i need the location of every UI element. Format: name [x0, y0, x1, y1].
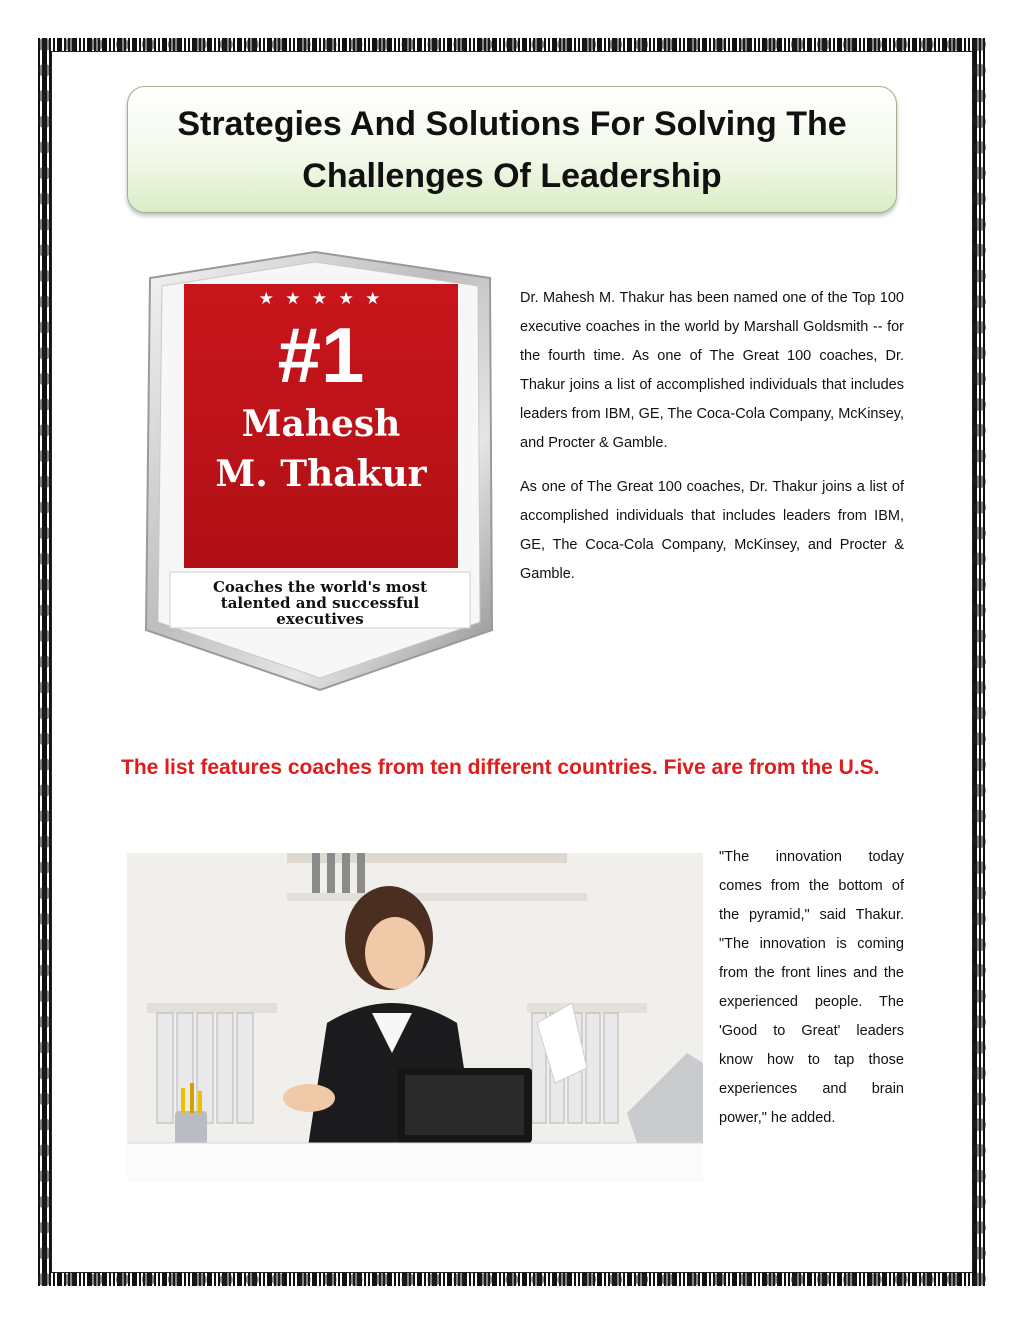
page-title: Strategies And Solutions For Solving The Challenges Of Leadership [177, 104, 847, 195]
intro-paragraph-1: Dr. Mahesh M. Thakur has been named one of the Top 100 executive coaches in the world by Marshall Goldsmith -- for the fourth time. As one of The Great 100 coaches, Dr. Thakur joins a list of accomplished individuals that includes leaders from IBM, GE, The Coca-Cola Company, McKinsey, and Procter & Gamble. [520, 290, 904, 451]
badge-name-line2: M. Thakur [215, 453, 427, 495]
title-box [127, 86, 897, 213]
callout-heading: The list features coaches from ten different countries. Five are from the U.S. [121, 756, 880, 779]
intro-paragraph-2: As one of The Great 100 coaches, Dr. Thakur joins a list of accomplished individuals that includes leaders from IBM, GE, The Coca-Cola Company, McKinsey, and Procter & Gamble. [520, 479, 904, 583]
quote-text [719, 843, 904, 1133]
badge-name-line1: Mahesh [241, 403, 401, 445]
badge-tagline-line3: executives [276, 610, 364, 628]
badge-stars: ★ ★ ★ ★ ★ [258, 289, 384, 309]
coach-badge [140, 250, 498, 692]
office-photo [127, 853, 703, 1182]
badge-tagline-line2: talented and successful [220, 594, 420, 612]
intro-text-column [520, 284, 904, 605]
badge-tagline-line1: Coaches the world's most [212, 578, 428, 596]
badge-rank: #1 [277, 311, 365, 399]
quote-paragraph: "The innovation today comes from the bottom of the pyramid," said Thakur. "The innovation is coming from the front lines and the experienced people. The 'Good to Great' leaders know how to tap those experiences and brain power," he added. [719, 849, 904, 1126]
